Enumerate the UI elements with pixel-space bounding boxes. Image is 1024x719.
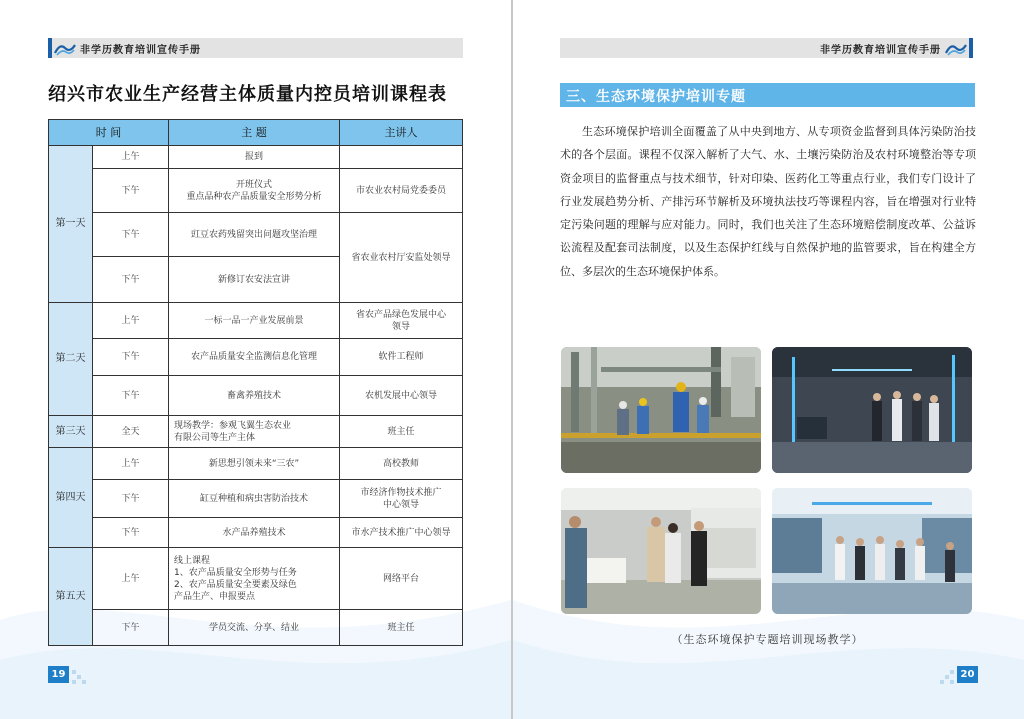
speaker-cell: 省农产品绿色发展中心 领导 [340, 303, 463, 339]
topic-cell: 新思想引领未来“三农” [169, 448, 340, 480]
table-row [49, 518, 463, 548]
table-row [49, 548, 463, 610]
page-number: 19 [48, 666, 69, 683]
speaker-cell: 高校教师 [340, 448, 463, 480]
speaker-cell: 市水产技术推广中心领导 [340, 518, 463, 548]
speaker-cell: 班主任 [340, 610, 463, 646]
time-cell: 下午 [93, 376, 169, 416]
header-accent-bar [48, 38, 52, 58]
table-row [49, 416, 463, 448]
right-page [513, 0, 1024, 719]
decorative-dots-icon [940, 670, 954, 684]
topic-cell: 线上课程 1、农产品质量安全形势与任务 2、农产品质量安全要素及绿色 产品生产、申报要点 [169, 548, 340, 610]
time-cell: 下午 [93, 257, 169, 303]
speaker-cell: 市农业农村局党委委员 [340, 169, 463, 213]
day-cell: 第四天 [49, 448, 93, 548]
time-cell: 上午 [93, 448, 169, 480]
topic-cell: 学员交流、分享、结业 [169, 610, 340, 646]
topic-cell: 一标一品一产业发展前景 [169, 303, 340, 339]
header-text: 非学历教育培训宣传手册 [820, 45, 941, 56]
day-cell: 第二天 [49, 303, 93, 416]
topic-cell: 开班仪式 重点品种农产品质量安全形势分析 [169, 169, 340, 213]
photo-exhibition-hall [772, 347, 972, 473]
time-cell: 下午 [93, 480, 169, 518]
time-cell: 上午 [93, 146, 169, 169]
table-row [49, 448, 463, 480]
topic-cell: 畜禽养殖技术 [169, 376, 340, 416]
course-schedule-table [48, 119, 463, 646]
body-paragraph: 生态环境保护培训全面覆盖了从中央到地方、从专项资金监督到具体污染防治技术的各个层面。课程不仅深入解析了大气、水、土壤污染防治及农村环境整治等专项资金项目的监督重点与技术细节，针对印染、医药化工等重点行业，我们专门设计了行业发展趋势分析、产排污环节解析及环境执法技巧等课程内容，旨在增强对行业特定污染问题的理解与应对能力。同时，我们也关注了生态环境赔偿制度改革、公益诉讼流程及配套司法制度，以及生态保护红线与自然保护地的监管要求，旨在构建全方位、多层次的生态环境保护体系。 [560, 125, 976, 278]
topic-cell: 豇豆农药残留突出问题攻坚治理 [169, 213, 340, 257]
time-cell: 下午 [93, 518, 169, 548]
speaker-cell: 班主任 [340, 416, 463, 448]
page-header [560, 38, 973, 58]
speaker-cell [340, 146, 463, 169]
speaker-cell: 网络平台 [340, 548, 463, 610]
logo-icon [945, 40, 967, 56]
day-cell: 第一天 [49, 146, 93, 303]
table-row [49, 169, 463, 213]
speaker-cell: 市经济作物技术推广 中心领导 [340, 480, 463, 518]
topic-cell: 报到 [169, 146, 340, 169]
table-row [49, 480, 463, 518]
topic-cell: 现场教学：参观飞翼生态农业 有限公司等生产主体 [169, 416, 340, 448]
table-row [49, 610, 463, 646]
photo-visit-group [772, 488, 972, 614]
topic-cell: 水产品养殖技术 [169, 518, 340, 548]
time-cell: 上午 [93, 303, 169, 339]
header-time: 时 间 [49, 120, 169, 146]
left-page [0, 0, 511, 719]
photo-industrial-site [561, 347, 761, 473]
header-speaker: 主讲人 [340, 120, 463, 146]
table-row [49, 376, 463, 416]
table-row [49, 339, 463, 376]
table-row [49, 146, 463, 169]
table-row [49, 303, 463, 339]
topic-cell: 缸豆种植和病虫害防治技术 [169, 480, 340, 518]
speaker-cell: 省农业农村厅安监处领导 [340, 213, 463, 303]
photo-textile-workshop [561, 488, 761, 614]
time-cell: 下午 [93, 213, 169, 257]
time-cell: 下午 [93, 169, 169, 213]
speaker-cell: 软件工程师 [340, 339, 463, 376]
topic-cell: 农产品质量安全监测信息化管理 [169, 339, 340, 376]
time-cell: 上午 [93, 548, 169, 610]
table-header-row [49, 120, 463, 146]
header-text: 非学历教育培训宣传手册 [80, 45, 201, 56]
time-cell: 全天 [93, 416, 169, 448]
day-cell: 第三天 [49, 416, 93, 448]
photo-caption: （生态环境保护专题培训现场教学） [671, 633, 864, 646]
logo-icon [54, 40, 76, 56]
table-row [49, 213, 463, 257]
decorative-dots-icon [72, 670, 86, 684]
section-title: 三、生态环境保护培训专题 [566, 89, 746, 105]
time-cell: 下午 [93, 610, 169, 646]
page-header [48, 38, 463, 58]
header-accent-bar [969, 38, 973, 58]
topic-cell: 新修订农安法宣讲 [169, 257, 340, 303]
speaker-cell: 农机发展中心领导 [340, 376, 463, 416]
day-cell: 第五天 [49, 548, 93, 646]
header-topic: 主 题 [169, 120, 340, 146]
page-number: 20 [957, 666, 978, 683]
document-title: 绍兴市农业生产经营主体质量内控员培训课程表 [48, 84, 447, 105]
section-title-bar [560, 83, 975, 107]
time-cell: 下午 [93, 339, 169, 376]
